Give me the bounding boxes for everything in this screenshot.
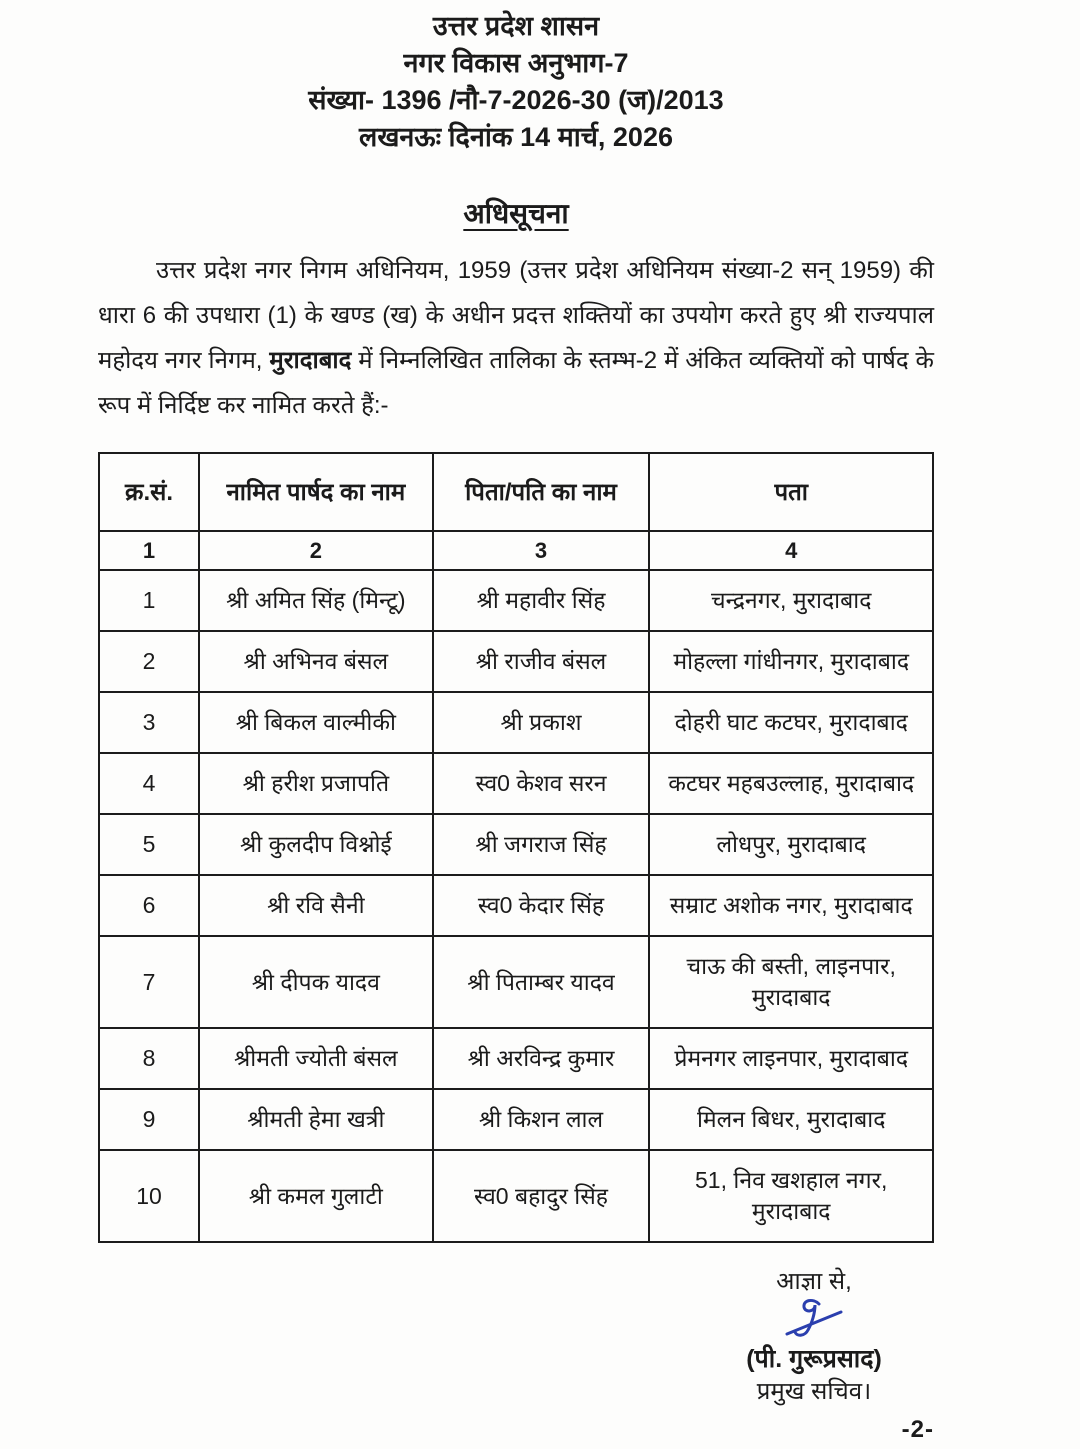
notification-paragraph (98, 248, 934, 428)
address-cell: 51, निव खशहाल नगर, मुरादाबाद (649, 1150, 933, 1242)
name-cell: श्रीमती ज्योती बंसल (199, 1028, 433, 1089)
table-row (99, 875, 933, 936)
serial-cell: 3 (99, 692, 199, 753)
name-cell: श्री कुलदीप विश्नोई (199, 814, 433, 875)
place-and-date: लखनऊः दिनांक 14 मार्च, 2026 (359, 122, 673, 152)
name-cell: श्री हरीश प्रजापति (199, 753, 433, 814)
address-cell: कटघर महबउल्लाह, मुरादाबाद (649, 753, 933, 814)
address-cell: मोहल्ला गांधीनगर, मुरादाबाद (649, 631, 933, 692)
father-cell: श्री जगराज सिंह (433, 814, 650, 875)
col-number-2: 2 (199, 531, 433, 570)
serial-cell: 9 (99, 1089, 199, 1150)
table-row (99, 631, 933, 692)
signatory-designation: प्रमुख सचिव। (756, 1378, 872, 1405)
address-cell: लोधपुर, मुरादाबाद (649, 814, 933, 875)
table-row (99, 814, 933, 875)
serial-cell: 6 (99, 875, 199, 936)
header-address: पता (649, 453, 933, 531)
name-cell: श्री कमल गुलाटी (199, 1150, 433, 1242)
by-order-text: आज्ञा से, (776, 1268, 852, 1295)
signatory-name: (पी. गुरूप्रसाद) (746, 1345, 882, 1373)
table-row (99, 753, 933, 814)
father-cell: श्री प्रकाश (433, 692, 650, 753)
page-number: -2- (901, 1416, 934, 1443)
address-cell: चाऊ की बस्ती, लाइनपार, मुरादाबाद (649, 936, 933, 1028)
father-cell: श्री अरविन्द्र कुमार (433, 1028, 650, 1089)
councillor-table (98, 452, 934, 1243)
address-cell: प्रेमनगर लाइनपार, मुरादाबाद (649, 1028, 933, 1089)
header-father: पिता/पति का नाम (433, 453, 650, 531)
table-row (99, 936, 933, 1028)
serial-cell: 4 (99, 753, 199, 814)
col-number-4: 4 (649, 531, 933, 570)
name-cell: श्री अभिनव बंसल (199, 631, 433, 692)
father-cell: श्री महावीर सिंह (433, 570, 650, 631)
government-title: उत्तर प्रदेश शासन (432, 11, 600, 41)
father-cell: श्री राजीव बंसल (433, 631, 650, 692)
address-cell: सम्राट अशोक नगर, मुरादाबाद (649, 875, 933, 936)
serial-cell: 5 (99, 814, 199, 875)
department-section: नगर विकास अनुभाग-7 (403, 48, 629, 78)
father-cell: श्री पिताम्बर यादव (433, 936, 650, 1028)
serial-cell: 1 (99, 570, 199, 631)
paragraph-text-start: उत्तर प्रदेश नगर निगम अधिनियम, 1959 (उत्तर प्रदेश अधिनियम संख्या-2 सन् 1959) की धारा 6 की उपधारा (1) के खण्ड (ख) के अधीन प्रदत्त शक्तियों का उपयोग करते हुए श्री राज्यपाल महोदय नगर निगम, (98, 257, 934, 374)
address-cell: चन्द्रनगर, मुरादाबाद (649, 570, 933, 631)
signature-scribble-icon (694, 1297, 934, 1343)
col-number-1: 1 (99, 531, 199, 570)
table-row (99, 1150, 933, 1242)
document-content (98, 8, 934, 1444)
letterhead (98, 8, 934, 156)
name-cell: श्री रवि सैनी (199, 875, 433, 936)
address-cell: दोहरी घाट कटघर, मुरादाबाद (649, 692, 933, 753)
father-cell: स्व0 केदार सिंह (433, 875, 650, 936)
header-name: नामित पार्षद का नाम (199, 453, 433, 531)
table-row (99, 692, 933, 753)
reference-number: संख्या- 1396 /नौ-7-2026-30 (ज)/2013 (308, 85, 724, 115)
serial-cell: 10 (99, 1150, 199, 1242)
col-number-3: 3 (433, 531, 650, 570)
address-cell: मिलन बिधर, मुरादाबाद (649, 1089, 933, 1150)
header-serial: क्र.सं. (99, 453, 199, 531)
signature-block (694, 1267, 934, 1408)
serial-cell: 8 (99, 1028, 199, 1089)
father-cell: श्री किशन लाल (433, 1089, 650, 1150)
father-cell: स्व0 बहादुर सिंह (433, 1150, 650, 1242)
serial-cell: 2 (99, 631, 199, 692)
table-header-row (99, 453, 933, 531)
name-cell: श्रीमती हेमा खत्री (199, 1089, 433, 1150)
table-row (99, 1089, 933, 1150)
father-cell: स्व0 केशव सरन (433, 753, 650, 814)
table-row (99, 1028, 933, 1089)
name-cell: श्री बिकल वाल्मीकी (199, 692, 433, 753)
notification-title: अधिसूचना (463, 198, 569, 229)
table-row (99, 570, 933, 631)
paragraph-text-end: में निम्नलिखित तालिका के स्तम्भ-2 में अंकित व्यक्तियों को पार्षद के रूप में निर्दिष्ट कर नामित करते हैं:- (98, 347, 934, 419)
serial-cell: 7 (99, 936, 199, 1028)
column-number-row (99, 531, 933, 570)
name-cell: श्री अमित सिंह (मिन्टू) (199, 570, 433, 631)
name-cell: श्री दीपक यादव (199, 936, 433, 1028)
city-name-bold: मुरादाबाद (269, 347, 352, 374)
